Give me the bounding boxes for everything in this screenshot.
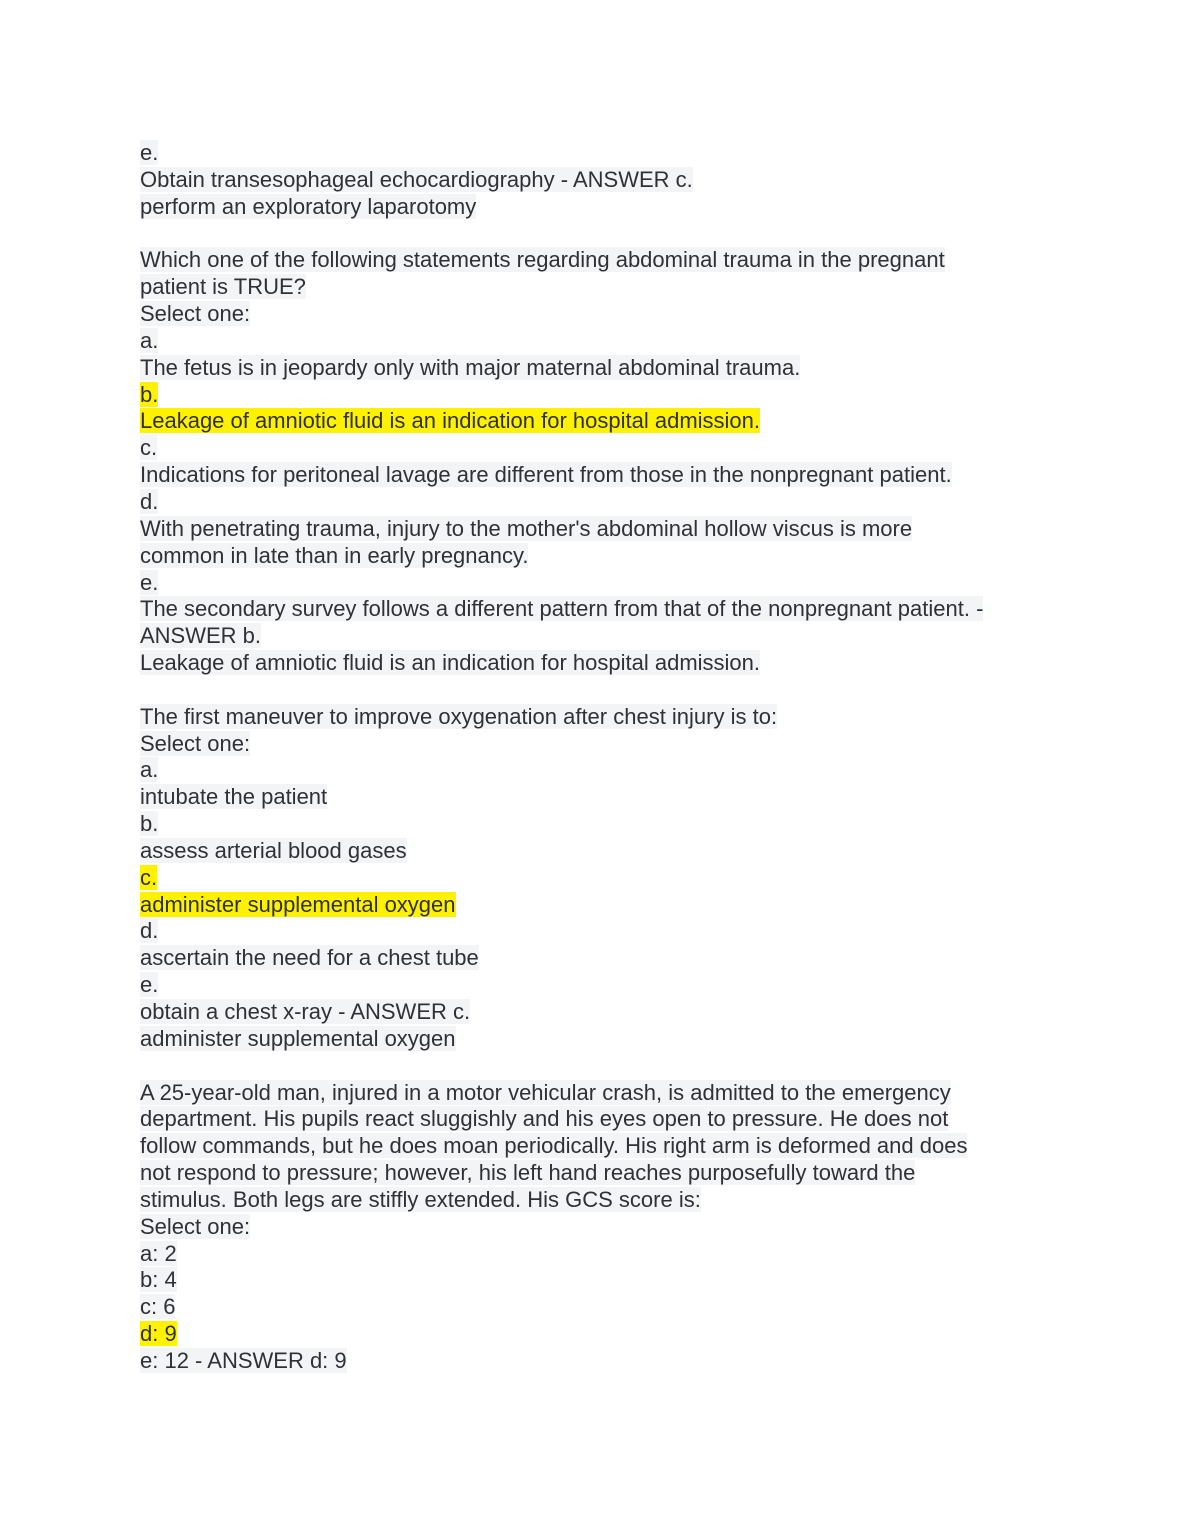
option-text: b: 4: [140, 1267, 177, 1293]
question-stem: Which one of the following statements regarding abdominal trauma in the pregnant: [140, 247, 945, 273]
option-text: intubate the patient: [140, 784, 328, 810]
option-letter: e.: [140, 569, 159, 595]
option-letter: e.: [140, 972, 159, 998]
option-text: assess arterial blood gases: [140, 837, 407, 863]
question-stem: stimulus. Both legs are stiffly extended. His GCS score is:: [140, 1186, 701, 1212]
option-text: a: 2: [140, 1240, 177, 1266]
answer-label: obtain a chest x-ray - ANSWER c.: [140, 999, 471, 1024]
select-one-label: Select one:: [140, 301, 251, 327]
question-stem: patient is TRUE?: [140, 274, 306, 300]
highlighted-option-text: Leakage of amniotic fluid is an indication for hospital admission.: [140, 408, 761, 434]
option-letter: a.: [140, 327, 159, 353]
option-letter: c.: [140, 435, 158, 461]
option-text: c: 6: [140, 1294, 176, 1320]
highlighted-option-text: administer supplemental oxygen: [140, 891, 456, 917]
document-page: [140, 140, 1060, 1375]
option-text: The fetus is in jeopardy only with major maternal abdominal trauma.: [140, 354, 801, 380]
answer-label: ANSWER b.: [140, 623, 262, 649]
option-text: ascertain the need for a chest tube: [140, 945, 479, 971]
option-letter: d.: [140, 488, 159, 514]
answer-label: e: 12 - ANSWER d: 9: [140, 1347, 347, 1373]
answer-text: perform an exploratory laparotomy: [140, 193, 477, 219]
spacer: [140, 221, 1060, 248]
highlighted-option-letter: c.: [140, 864, 158, 890]
option-text: The secondary survey follows a different pattern from that of the nonpregnant patient. -: [140, 596, 984, 622]
option-text: common in late than in early pregnancy.: [140, 542, 529, 568]
option-letter: a.: [140, 757, 159, 783]
spacer: [140, 677, 1060, 704]
question-stem: department. His pupils react sluggishly and his eyes open to pressure. He does not: [140, 1106, 949, 1132]
answer-text: Leakage of amniotic fluid is an indication for hospital admission.: [140, 650, 761, 676]
option-letter: b.: [140, 811, 159, 837]
option-text: With penetrating trauma, injury to the mother's abdominal hollow viscus is more: [140, 515, 913, 541]
answer-text: administer supplemental oxygen: [140, 1025, 456, 1051]
question-stem: follow commands, but he does moan periodically. His right arm is deformed and does: [140, 1133, 968, 1159]
previous-question-tail: [140, 140, 1060, 221]
option-text: Obtain transesophageal echocardiography - ANSWER c.: [140, 166, 693, 192]
option-letter: e.: [140, 140, 159, 165]
option-text: Indications for peritoneal lavage are different from those in the nonpregnant patient.: [140, 462, 952, 488]
question-gcs-score: [140, 1080, 1060, 1375]
question-stem: A 25-year-old man, injured in a motor vehicular crash, is admitted to the emergency: [140, 1079, 951, 1105]
highlighted-option-letter: b.: [140, 381, 159, 407]
highlighted-option-text: d: 9: [140, 1321, 177, 1347]
question-stem: The first maneuver to improve oxygenation after chest injury is to:: [140, 703, 778, 729]
question-chest-injury: [140, 704, 1060, 1053]
spacer: [140, 1053, 1060, 1080]
select-one-label: Select one:: [140, 1213, 251, 1239]
question-pregnant-trauma: [140, 247, 1060, 677]
option-letter: d.: [140, 918, 159, 944]
question-stem: not respond to pressure; however, his left hand reaches purposefully toward the: [140, 1160, 916, 1186]
select-one-label: Select one:: [140, 730, 251, 756]
